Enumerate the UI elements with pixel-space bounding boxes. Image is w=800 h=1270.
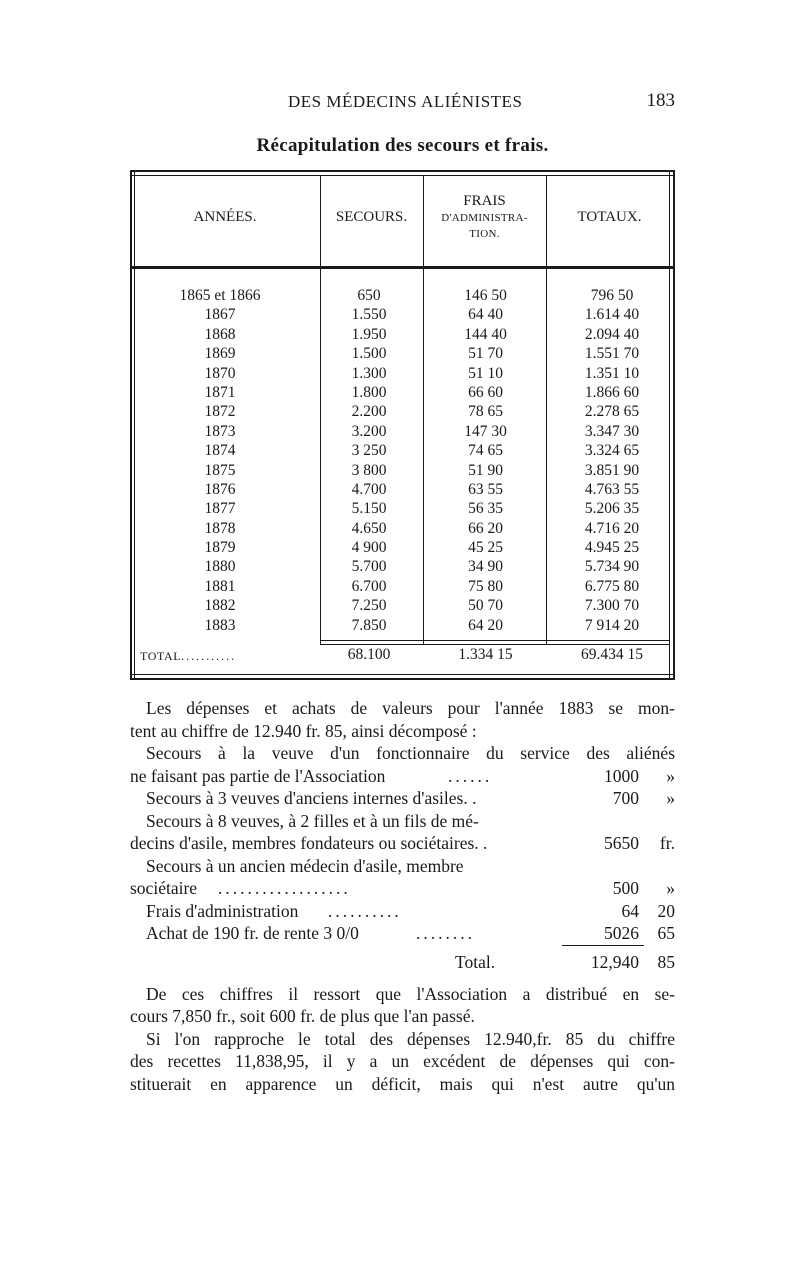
secours-cell: 1.500 — [351, 345, 387, 363]
secours-cell: 3.200 — [351, 422, 387, 440]
item-unit: fr. — [659, 833, 675, 853]
expense-item — [130, 765, 675, 788]
year-cell: 1876 — [204, 480, 236, 498]
secours-cell: 1.550 — [351, 306, 387, 324]
total-cell: 1.551 70 — [584, 345, 640, 363]
table-row — [130, 365, 675, 384]
total-cell: 3.324 65 — [584, 442, 640, 460]
secours-cell: 4.650 — [351, 519, 387, 537]
recap-table — [130, 170, 675, 680]
column-header-frais: FRAIS — [463, 193, 506, 209]
expenses-total — [130, 945, 675, 975]
leader-dots: ........ — [416, 923, 475, 943]
page-number: 183 — [646, 90, 675, 111]
table-row — [130, 423, 675, 442]
leader-dots: .......... — [328, 900, 402, 921]
total-cell: 1.866 60 — [584, 383, 640, 401]
secours-cell: 6.700 — [351, 577, 387, 595]
item-line: Secours à la veuve d'un fonctionnaire du service des aliénés — [146, 743, 675, 763]
year-cell: 1879 — [204, 539, 236, 557]
year-cell: 1881 — [204, 577, 236, 595]
total-cell: 7.300 70 — [584, 597, 640, 615]
total-cell: 2.094 40 — [584, 325, 640, 343]
secours-cell: 7.850 — [351, 616, 387, 634]
column-header-frais-3: TION. — [469, 228, 500, 240]
total-cell: 4.945 25 — [584, 539, 640, 557]
total-totaux: 69.434 15 — [581, 646, 643, 663]
total-label: Total. — [455, 951, 496, 972]
secours-cell: 5.150 — [351, 500, 387, 518]
total-cents: 85 — [657, 951, 675, 972]
total-cell: 4.763 55 — [584, 480, 640, 498]
total-cell: 4.716 20 — [584, 519, 640, 537]
table-row — [130, 597, 675, 616]
item-unit: 20 — [657, 900, 675, 921]
expense-item — [130, 900, 675, 923]
year-cell: 1877 — [204, 500, 236, 518]
item-unit: » — [666, 878, 675, 898]
column-header-frais-2: D'ADMINISTRA- — [441, 212, 528, 224]
year-cell: 1871 — [204, 383, 236, 401]
body-text — [130, 697, 675, 1095]
frais-cell: 45 25 — [468, 539, 503, 557]
item-label: Frais d'administration — [146, 900, 299, 921]
item-line: Secours à 8 veuves, à 2 filles et à un fils de mé- — [146, 810, 479, 831]
expense-item — [130, 922, 675, 945]
year-cell: 1873 — [204, 422, 236, 440]
running-title: DES MÉDECINS ALIÉNISTES — [288, 92, 523, 111]
secours-cell: 3 250 — [351, 442, 387, 460]
secours-cell: 5.700 — [351, 558, 387, 576]
year-cell: 1868 — [204, 325, 236, 343]
table-row — [130, 558, 675, 577]
secours-cell: 1.300 — [351, 364, 387, 382]
year-cell: 1882 — [204, 597, 236, 615]
table-row — [130, 617, 675, 636]
expense-item — [130, 877, 675, 900]
year-cell: 1874 — [204, 442, 236, 460]
item-amount: 500 — [612, 878, 639, 898]
total-cell: 3.347 30 — [584, 422, 640, 440]
table-row — [130, 326, 675, 345]
frais-cell: 51 10 — [468, 364, 503, 382]
item-unit: » — [666, 788, 675, 808]
expense-item — [130, 832, 675, 855]
year-cell: 1865 et 1866 — [179, 287, 261, 304]
table-row — [130, 384, 675, 403]
total-cell: 1.614 40 — [584, 306, 640, 324]
total-frais: 1.334 15 — [458, 646, 513, 663]
frais-cell: 34 90 — [468, 558, 503, 576]
year-cell: 1883 — [204, 616, 236, 634]
frais-cell: 75 80 — [468, 577, 503, 595]
expense-item — [130, 787, 675, 810]
total-label: TOTAL........... — [140, 649, 237, 663]
frais-cell: 66 60 — [468, 383, 503, 401]
running-header — [130, 92, 675, 118]
secours-cell: 4.700 — [351, 480, 387, 498]
table-row — [130, 442, 675, 461]
frais-cell: 78 65 — [468, 403, 503, 421]
frais-cell: 147 30 — [464, 422, 507, 440]
total-cell: 796 50 — [590, 287, 634, 304]
paragraph-line: Si l'on rapproche le total des dépenses 12.940,fr. 85 du chiffre — [146, 1028, 675, 1049]
secours-cell: 650 — [357, 287, 381, 304]
year-cell: 1875 — [204, 461, 236, 479]
total-secours: 68.100 — [347, 646, 391, 663]
table-row — [130, 481, 675, 500]
secours-cell: 3 800 — [351, 461, 387, 479]
frais-cell: 51 90 — [468, 461, 503, 479]
item-label: Secours à 3 veuves d'anciens internes d'asiles. . — [146, 788, 477, 808]
table-row — [130, 403, 675, 422]
total-amount: 12,940 — [590, 951, 639, 972]
year-cell: 1880 — [204, 558, 236, 576]
table-row — [130, 306, 675, 325]
year-cell: 1870 — [204, 364, 236, 382]
sum-rule — [562, 945, 644, 946]
table-title: Récapitulation des secours et frais. — [256, 135, 549, 156]
total-cell: 5.734 90 — [584, 558, 640, 576]
secours-cell: 4 900 — [351, 539, 387, 557]
column-header-secours: SECOURS. — [335, 209, 408, 225]
leader-dots: .................. — [218, 878, 351, 898]
paragraph-line: tent au chiffre de 12.940 fr. 85, ainsi décomposé : — [130, 720, 477, 741]
item-line: Secours à un ancien médecin d'asile, membre — [146, 855, 464, 876]
table-total-row — [130, 646, 675, 668]
total-cell: 7 914 20 — [584, 616, 640, 634]
year-cell: 1867 — [204, 306, 236, 324]
frais-cell: 144 40 — [464, 325, 507, 343]
item-amount: 1000 — [604, 765, 639, 786]
table-row — [130, 345, 675, 364]
frais-cell: 51 70 — [468, 345, 503, 363]
paragraph-line: des recettes 11,838,95, il y a un excédent de dépenses qui con- — [130, 1051, 675, 1071]
column-header-years: ANNÉES. — [193, 209, 257, 225]
table-row — [130, 500, 675, 519]
item-label: decins d'asile, membres fondateurs ou sociétaires. . — [130, 833, 488, 853]
frais-cell: 56 35 — [468, 500, 503, 518]
table-row — [130, 578, 675, 597]
leader-dots: ...... — [448, 765, 493, 786]
year-cell: 1872 — [204, 403, 236, 421]
paragraph-line: De ces chiffres il ressort que l'Association a distribué en se- — [146, 983, 675, 1004]
item-amount: 700 — [612, 788, 639, 808]
item-label: sociétaire — [130, 878, 198, 898]
item-label: ne faisant pas partie de l'Association — [130, 765, 386, 786]
table-row — [130, 520, 675, 539]
table-row — [130, 539, 675, 558]
secours-cell: 2.200 — [351, 403, 387, 421]
table-row — [130, 287, 675, 306]
table-body — [130, 287, 675, 636]
total-cell: 1.351 10 — [584, 364, 640, 382]
item-amount: 64 — [621, 900, 639, 921]
item-unit: 65 — [657, 923, 675, 943]
total-cell: 6.775 80 — [584, 577, 640, 595]
paragraph-line: stituerait en apparence un déficit, mais qui n'est autre qu'un — [130, 1073, 675, 1094]
total-cell: 3.851 90 — [584, 461, 640, 479]
total-cell: 2.278 65 — [584, 403, 640, 421]
secours-cell: 1.800 — [351, 383, 387, 401]
secours-cell: 1.950 — [351, 325, 387, 343]
frais-cell: 74 65 — [468, 442, 503, 460]
paragraph-line: cours 7,850 fr., soit 600 fr. de plus que l'an passé. — [130, 1006, 475, 1026]
frais-cell: 64 40 — [468, 306, 503, 324]
year-cell: 1869 — [204, 345, 236, 363]
frais-cell: 66 20 — [468, 519, 503, 537]
year-cell: 1878 — [204, 519, 236, 537]
table-row — [130, 462, 675, 481]
frais-cell: 64 20 — [468, 616, 503, 634]
item-amount: 5026 — [604, 923, 639, 943]
column-header-totaux: TOTAUX. — [577, 209, 642, 225]
paragraph-line: Les dépenses et achats de valeurs pour l'année 1883 se mon- — [146, 698, 675, 718]
item-label: Achat de 190 fr. de rente 3 0/0 — [146, 923, 359, 943]
frais-cell: 146 50 — [464, 287, 507, 304]
item-amount: 5650 — [604, 833, 639, 853]
frais-cell: 63 55 — [468, 480, 503, 498]
secours-cell: 7.250 — [351, 597, 387, 615]
frais-cell: 50 70 — [468, 597, 503, 615]
total-cell: 5.206 35 — [584, 500, 640, 518]
item-unit: » — [666, 765, 675, 786]
